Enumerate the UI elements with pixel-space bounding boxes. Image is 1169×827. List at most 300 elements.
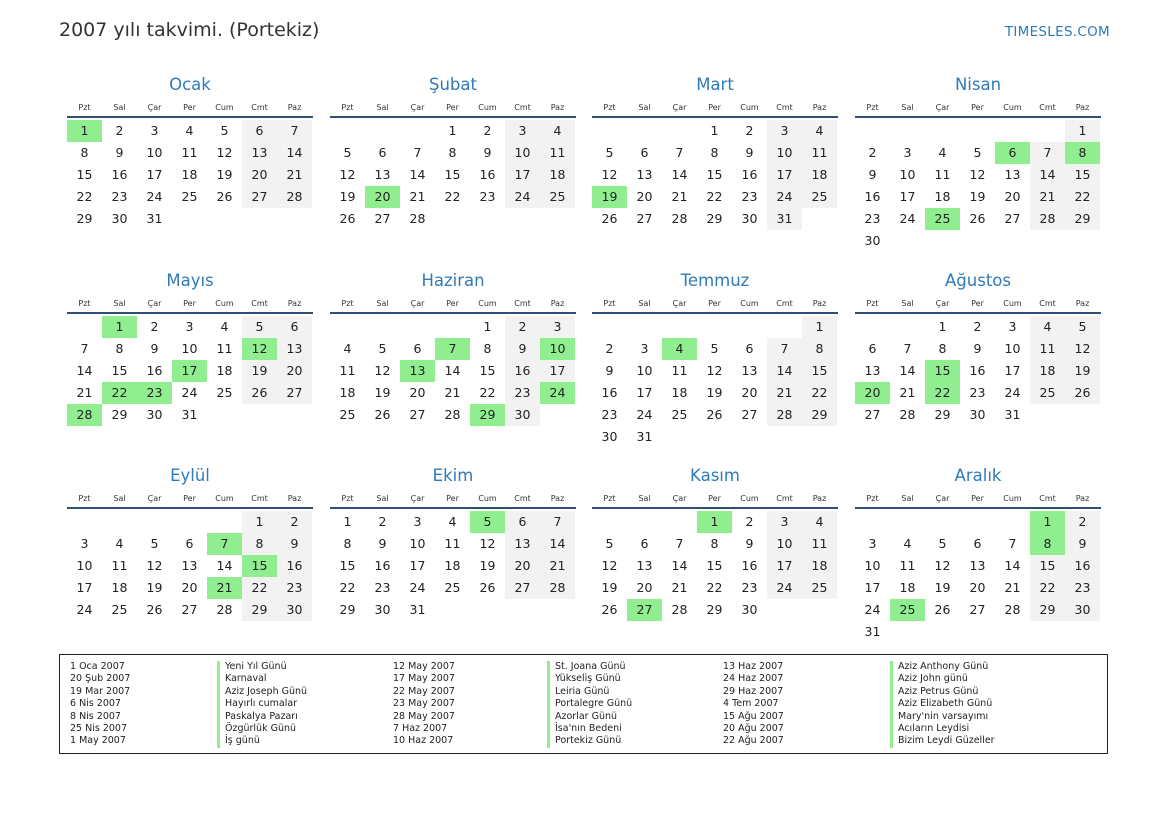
day-cell: 7 — [903, 341, 912, 356]
day-cell: 31 — [1004, 407, 1021, 422]
month-name: Kasım — [690, 466, 740, 485]
day-cell: 21 — [444, 385, 461, 400]
day-cell: 18 — [181, 167, 198, 182]
weekday-label: Per — [708, 494, 721, 503]
weekday-label: Pzt — [866, 494, 879, 503]
day-cell: 9 — [277, 533, 312, 555]
holiday-name: Bizim Leydi Güzeller — [890, 735, 995, 747]
empty-cell — [365, 120, 400, 142]
week-row — [67, 338, 313, 360]
day-cell: 29 — [470, 404, 505, 426]
day-cell: 1 — [67, 120, 102, 142]
day-cell: 16 — [1065, 555, 1100, 577]
day-cell: 27 — [627, 599, 662, 621]
holiday-name: Yeni Yıl Günü — [217, 661, 307, 673]
day-cell: 22 — [76, 189, 93, 204]
day-cell: 2 — [378, 514, 387, 529]
day-cell: 19 — [969, 189, 986, 204]
day-cell: 28 — [1004, 602, 1021, 617]
week-row — [592, 555, 838, 577]
week-row — [592, 142, 838, 164]
day-cell: 11 — [216, 341, 233, 356]
holiday-name: Özgürlük Günü — [217, 723, 307, 735]
weekday-label: Per — [446, 494, 459, 503]
day-cell: 21 — [1004, 580, 1021, 595]
day-cell: 7 — [413, 145, 422, 160]
day-cell: 2 — [868, 145, 877, 160]
weekday-label: Cmt — [251, 299, 268, 308]
empty-cell — [960, 120, 995, 142]
weekday-label: Pzt — [341, 299, 354, 308]
day-cell: 13 — [636, 558, 653, 573]
empty-cell — [627, 316, 662, 338]
day-cell: 5 — [343, 145, 352, 160]
empty-cell — [627, 511, 662, 533]
day-cell: 25 — [111, 602, 128, 617]
week-row — [67, 577, 313, 599]
day-cell: 6 — [640, 536, 649, 551]
weekday-label: Çar — [410, 103, 425, 112]
day-cell: 21 — [277, 164, 312, 186]
day-cell: 25 — [181, 189, 198, 204]
day-cell: 19 — [706, 385, 723, 400]
site-link[interactable]: TIMESLES.COM — [1004, 24, 1110, 40]
day-cell: 17 — [1004, 363, 1021, 378]
day-cell: 8 — [80, 145, 89, 160]
week-row — [592, 316, 838, 338]
weekday-label: Per — [708, 299, 721, 308]
day-cell: 14 — [216, 558, 233, 573]
weekday-label: Per — [708, 103, 721, 112]
empty-cell — [137, 511, 172, 533]
day-cell: 13 — [277, 338, 312, 360]
day-cell: 27 — [374, 211, 391, 226]
day-cell: 17 — [505, 164, 540, 186]
month-name: Temmuz — [680, 271, 750, 290]
day-cell: 22 — [1030, 577, 1065, 599]
week-row — [592, 186, 838, 208]
day-cell: 21 — [899, 385, 916, 400]
day-cell: 12 — [934, 558, 951, 573]
holiday-name: Aziz Anthony Günü — [890, 661, 995, 673]
weekday-label: Cum — [1003, 103, 1022, 112]
week-row — [855, 164, 1101, 186]
weekday-label: Cmt — [1039, 494, 1056, 503]
day-cell: 20 — [741, 385, 758, 400]
empty-cell — [627, 120, 662, 142]
holiday-date: 29 Haz 2007 — [723, 685, 784, 697]
empty-cell — [925, 120, 960, 142]
day-cell: 18 — [540, 164, 575, 186]
day-cell: 6 — [242, 120, 277, 142]
day-cell: 17 — [767, 555, 802, 577]
day-cell: 13 — [969, 558, 986, 573]
weekday-label: Pzt — [866, 299, 879, 308]
empty-cell — [1030, 120, 1065, 142]
day-cell: 28 — [444, 407, 461, 422]
day-cell: 19 — [339, 189, 356, 204]
month-name: Nisan — [954, 75, 1002, 94]
holiday-date: 15 Ağu 2007 — [723, 710, 784, 722]
day-cell: 7 — [540, 511, 575, 533]
holiday-date: 17 May 2007 — [393, 673, 455, 685]
weekday-label: Cum — [1003, 494, 1022, 503]
day-cell: 21 — [767, 382, 802, 404]
day-cell: 24 — [409, 580, 426, 595]
holiday-date: 7 Haz 2007 — [393, 723, 448, 735]
day-cell: 18 — [934, 189, 951, 204]
day-cell: 15 — [1030, 555, 1065, 577]
day-cell: 23 — [479, 189, 496, 204]
day-cell: 18 — [671, 385, 688, 400]
day-cell: 15 — [706, 167, 723, 182]
day-cell: 10 — [540, 338, 575, 360]
day-cell: 4 — [220, 319, 229, 334]
day-cell: 25 — [444, 580, 461, 595]
day-cell: 12 — [706, 363, 723, 378]
day-cell: 9 — [505, 338, 540, 360]
day-cell: 9 — [868, 167, 877, 182]
day-cell: 29 — [76, 211, 93, 226]
day-cell: 27 — [242, 186, 277, 208]
week-row — [330, 599, 576, 621]
day-cell: 22 — [1065, 186, 1100, 208]
day-cell: 31 — [146, 211, 163, 226]
day-cell: 31 — [864, 624, 881, 639]
weekday-label: Cum — [215, 299, 234, 308]
day-cell: 12 — [146, 558, 163, 573]
weekday-label: Paz — [1075, 299, 1090, 308]
empty-cell — [662, 316, 697, 338]
day-cell: 30 — [741, 211, 758, 226]
week-row — [855, 555, 1101, 577]
holiday-date: 6 Nis 2007 — [70, 698, 121, 710]
day-cell: 10 — [146, 145, 163, 160]
weekday-header — [67, 492, 313, 509]
day-cell: 20 — [1004, 189, 1021, 204]
holiday-date: 25 Nis 2007 — [70, 723, 127, 735]
week-row — [592, 164, 838, 186]
empty-cell — [890, 316, 925, 338]
day-cell: 22 — [479, 385, 496, 400]
day-cell: 10 — [505, 142, 540, 164]
day-cell: 30 — [505, 404, 540, 426]
day-cell: 28 — [671, 602, 688, 617]
day-cell: 29 — [339, 602, 356, 617]
day-cell: 15 — [242, 555, 277, 577]
day-cell: 7 — [675, 145, 684, 160]
weekday-label: Pzt — [78, 494, 91, 503]
day-cell: 24 — [864, 602, 881, 617]
week-row — [330, 186, 576, 208]
holiday-name: Aziz Elizabeth Günü — [890, 698, 995, 710]
day-cell: 8 — [115, 341, 124, 356]
day-cell: 11 — [671, 363, 688, 378]
day-cell: 11 — [444, 536, 461, 551]
day-cell: 4 — [343, 341, 352, 356]
weekday-label: Paz — [812, 299, 827, 308]
weekday-label: Per — [971, 494, 984, 503]
weekday-label: Pzt — [341, 103, 354, 112]
weekday-label: Cum — [740, 299, 759, 308]
day-cell: 5 — [938, 536, 947, 551]
weekday-label: Çar — [935, 494, 950, 503]
day-cell: 29 — [1030, 599, 1065, 621]
day-cell: 3 — [903, 145, 912, 160]
day-cell: 22 — [444, 189, 461, 204]
day-cell: 31 — [409, 602, 426, 617]
day-cell: 7 — [767, 338, 802, 360]
empty-cell — [925, 511, 960, 533]
day-cell: 9 — [483, 145, 492, 160]
weekday-label: Paz — [812, 494, 827, 503]
week-row — [330, 164, 576, 186]
day-cell: 7 — [1008, 536, 1017, 551]
day-cell: 23 — [601, 407, 618, 422]
day-cell: 12 — [601, 558, 618, 573]
holiday-name: Yükseliş Günü — [547, 673, 632, 685]
day-cell: 31 — [181, 407, 198, 422]
empty-cell — [855, 316, 890, 338]
week-row — [855, 404, 1101, 426]
day-cell: 5 — [378, 341, 387, 356]
weekday-label: Cum — [740, 103, 759, 112]
day-cell: 28 — [67, 404, 102, 426]
weekday-label: Sal — [376, 494, 389, 503]
weekday-label: Cmt — [251, 103, 268, 112]
day-cell: 8 — [710, 536, 719, 551]
day-cell: 3 — [1008, 319, 1017, 334]
week-row — [592, 404, 838, 426]
day-cell: 18 — [111, 580, 128, 595]
day-cell: 16 — [479, 167, 496, 182]
day-cell: 21 — [76, 385, 93, 400]
day-cell: 11 — [1030, 338, 1065, 360]
day-cell: 17 — [172, 360, 207, 382]
weekday-header — [592, 101, 838, 118]
empty-cell — [435, 316, 470, 338]
day-cell: 6 — [745, 341, 754, 356]
day-cell: 24 — [540, 382, 575, 404]
day-cell: 23 — [137, 382, 172, 404]
day-cell: 2 — [505, 316, 540, 338]
weekday-label: Cmt — [776, 494, 793, 503]
day-cell: 22 — [102, 382, 137, 404]
weekday-header — [592, 492, 838, 509]
holiday-date: 13 Haz 2007 — [723, 661, 784, 672]
holiday-names-column — [547, 661, 632, 748]
weekday-label: Çar — [410, 299, 425, 308]
day-cell: 12 — [1065, 338, 1100, 360]
weekday-label: Paz — [550, 299, 565, 308]
day-cell: 17 — [864, 580, 881, 595]
week-row — [67, 533, 313, 555]
day-cell: 4 — [802, 120, 837, 142]
weekday-label: Cmt — [251, 494, 268, 503]
day-cell: 25 — [216, 385, 233, 400]
day-cell: 16 — [505, 360, 540, 382]
week-row — [592, 533, 838, 555]
empty-cell — [960, 511, 995, 533]
day-cell: 2 — [483, 123, 492, 138]
weekday-label: Pzt — [866, 103, 879, 112]
weekday-label: Pzt — [78, 299, 91, 308]
weekday-label: Pzt — [341, 494, 354, 503]
day-cell: 7 — [675, 536, 684, 551]
day-cell: 31 — [767, 208, 802, 230]
day-cell: 29 — [706, 602, 723, 617]
day-cell: 10 — [409, 536, 426, 551]
holiday-name: Portalegre Günü — [547, 698, 632, 710]
day-cell: 4 — [115, 536, 124, 551]
day-cell: 13 — [864, 363, 881, 378]
holiday-name: İsa'nın Bedeni — [547, 723, 632, 735]
day-cell: 19 — [146, 580, 163, 595]
day-cell: 10 — [1004, 341, 1021, 356]
day-cell: 25 — [802, 577, 837, 599]
day-cell: 1 — [1065, 120, 1100, 142]
weekday-label: Sal — [901, 494, 914, 503]
week-row — [330, 404, 576, 426]
day-cell: 10 — [181, 341, 198, 356]
day-cell: 20 — [409, 385, 426, 400]
day-cell: 19 — [601, 580, 618, 595]
weekday-header — [855, 101, 1101, 118]
day-cell: 7 — [207, 533, 242, 555]
day-cell: 15 — [479, 363, 496, 378]
weekday-label: Çar — [147, 103, 162, 112]
holiday-date: 20 Şub 2007 — [70, 673, 131, 685]
day-cell: 30 — [111, 211, 128, 226]
day-cell: 13 — [400, 360, 435, 382]
day-cell: 4 — [903, 536, 912, 551]
day-cell: 28 — [767, 404, 802, 426]
week-row — [67, 142, 313, 164]
day-cell: 23 — [741, 189, 758, 204]
day-cell: 9 — [115, 145, 124, 160]
day-cell: 29 — [802, 404, 837, 426]
day-cell: 23 — [864, 211, 881, 226]
week-row — [855, 142, 1101, 164]
day-cell: 5 — [150, 536, 159, 551]
week-row — [855, 360, 1101, 382]
day-cell: 6 — [185, 536, 194, 551]
day-cell: 22 — [706, 189, 723, 204]
day-cell: 6 — [868, 341, 877, 356]
week-row — [330, 511, 576, 533]
day-cell: 8 — [1030, 533, 1065, 555]
holiday-name: Paskalya Pazarı — [217, 711, 307, 723]
weekday-label: Paz — [1075, 103, 1090, 112]
day-cell: 29 — [706, 211, 723, 226]
holiday-date: 28 May 2007 — [393, 710, 455, 722]
day-cell: 14 — [671, 167, 688, 182]
day-cell: 24 — [505, 186, 540, 208]
day-cell: 18 — [339, 385, 356, 400]
holiday-name: Aziz Petrus Günü — [890, 686, 995, 698]
day-cell: 14 — [671, 558, 688, 573]
day-cell: 22 — [925, 382, 960, 404]
day-cell: 24 — [1004, 385, 1021, 400]
weekday-label: Per — [183, 494, 196, 503]
empty-cell — [400, 120, 435, 142]
month-name: Ağustos — [945, 271, 1011, 290]
day-cell: 12 — [374, 363, 391, 378]
week-row — [330, 142, 576, 164]
weekday-label: Per — [446, 103, 459, 112]
holiday-date: 22 May 2007 — [393, 685, 455, 697]
empty-cell — [592, 120, 627, 142]
day-cell: 15 — [111, 363, 128, 378]
weekday-header — [330, 492, 576, 509]
day-cell: 27 — [409, 407, 426, 422]
day-cell: 28 — [540, 577, 575, 599]
day-cell: 5 — [605, 145, 614, 160]
day-cell: 12 — [216, 145, 233, 160]
day-cell: 15 — [1065, 164, 1100, 186]
day-cell: 21 — [1030, 186, 1065, 208]
day-cell: 15 — [76, 167, 93, 182]
weekday-label: Sal — [376, 299, 389, 308]
day-cell: 8 — [242, 533, 277, 555]
weekday-label: Pzt — [603, 103, 616, 112]
weekday-header — [592, 297, 838, 314]
day-cell: 23 — [277, 577, 312, 599]
day-cell: 3 — [767, 120, 802, 142]
day-cell: 5 — [710, 341, 719, 356]
day-cell: 26 — [601, 211, 618, 226]
day-cell: 5 — [470, 511, 505, 533]
weekday-label: Cmt — [514, 494, 531, 503]
day-cell: 28 — [409, 211, 426, 226]
week-row — [67, 164, 313, 186]
day-cell: 18 — [802, 555, 837, 577]
day-cell: 14 — [540, 533, 575, 555]
week-row — [855, 186, 1101, 208]
day-cell: 29 — [242, 599, 277, 621]
week-row — [592, 338, 838, 360]
empty-cell — [102, 511, 137, 533]
day-cell: 18 — [899, 580, 916, 595]
weekday-label: Çar — [672, 494, 687, 503]
day-cell: 24 — [767, 577, 802, 599]
weekday-label: Sal — [901, 103, 914, 112]
weekday-label: Sal — [638, 494, 651, 503]
holiday-date: 20 Ağu 2007 — [723, 723, 784, 735]
day-cell: 5 — [605, 536, 614, 551]
week-row — [855, 208, 1101, 230]
day-cell: 3 — [185, 319, 194, 334]
day-cell: 14 — [76, 363, 93, 378]
day-cell: 21 — [671, 580, 688, 595]
weekday-label: Sal — [376, 103, 389, 112]
day-cell: 7 — [80, 341, 89, 356]
day-cell: 23 — [505, 382, 540, 404]
day-cell: 5 — [220, 123, 229, 138]
day-cell: 9 — [973, 341, 982, 356]
week-row — [855, 338, 1101, 360]
day-cell: 3 — [868, 536, 877, 551]
week-row — [330, 360, 576, 382]
day-cell: 24 — [899, 211, 916, 226]
day-cell: 13 — [636, 167, 653, 182]
day-cell: 10 — [76, 558, 93, 573]
weekday-label: Sal — [638, 299, 651, 308]
day-cell: 28 — [216, 602, 233, 617]
day-cell: 9 — [1065, 533, 1100, 555]
day-cell: 19 — [242, 360, 277, 382]
day-cell: 17 — [636, 385, 653, 400]
